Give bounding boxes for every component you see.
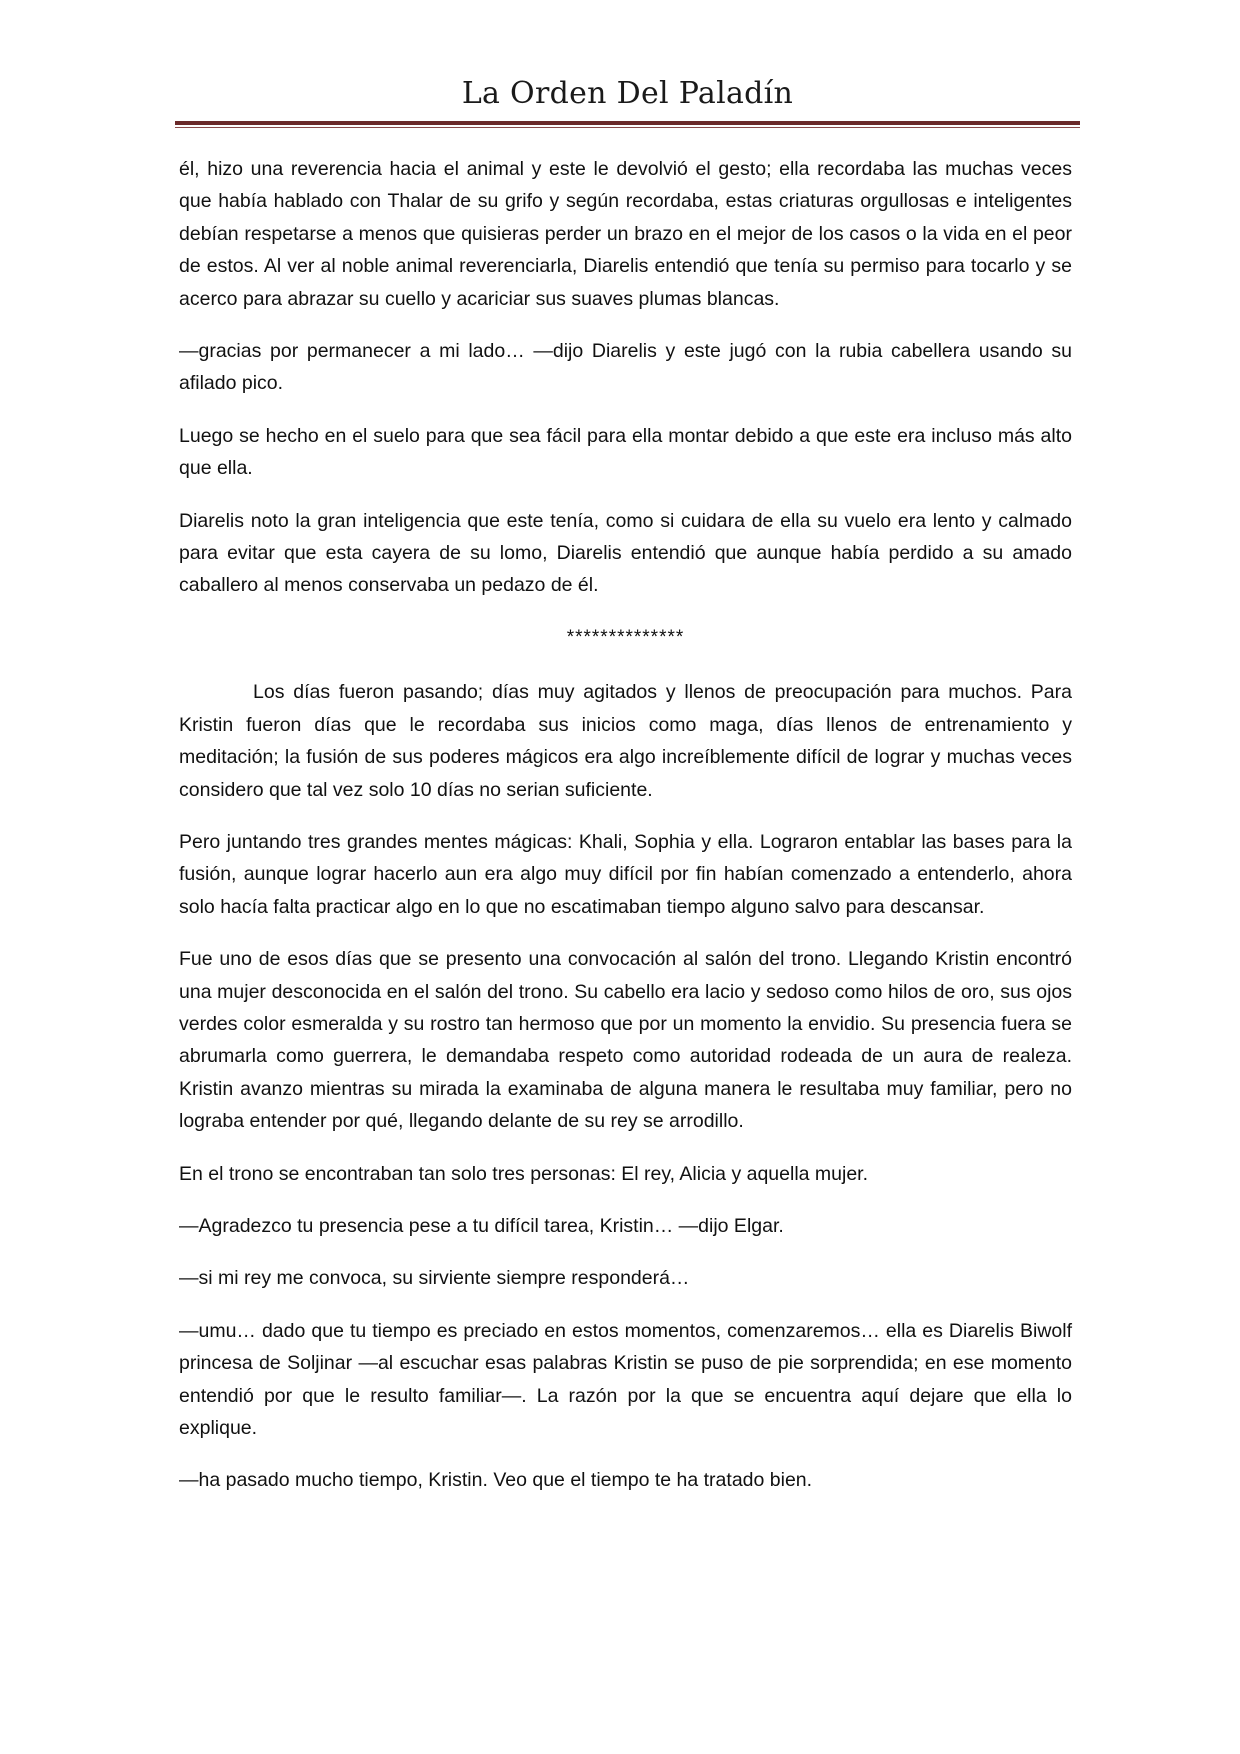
page-header — [175, 74, 1080, 128]
paragraph: En el trono se encontraban tan solo tres personas: El rey, Alicia y aquella mujer. — [179, 1162, 869, 1185]
paragraph: él, hizo una reverencia hacia el animal y este le devolvió el gesto; ella recordaba las muchas veces que había hablado con Thalar de su grifo y según recordaba, estas criaturas orgullosas e inteligentes debían respetarse a menos que quisieras perder un brazo en el mejor de los casos o la vida en el peor de estos. Al ver al noble animal reverenciarla, Diarelis entendió que tenía su permiso para tocarlo y se acerco para abrazar su cuello y acariciar sus suaves plumas blancas. — [179, 158, 1072, 310]
header-divider — [175, 121, 1080, 125]
paragraph: Los días fueron pasando; días muy agitados y llenos de preocupación para muchos. Para Kristin fueron días que le recordaba sus inicios como maga, días llenos de entrenamiento y meditación; la fusión de sus poderes mágicos era algo increíblemente difícil de lograr y muchas veces considero que tal vez solo 10 días no serian suficiente. — [179, 681, 1072, 801]
paragraph: —ha pasado mucho tiempo, Kristin. Veo que el tiempo te ha tratado bien. — [179, 1469, 813, 1492]
paragraph: —si mi rey me convoca, su sirviente siempre responderá… — [179, 1267, 690, 1290]
paragraph: Diarelis noto la gran inteligencia que este tenía, como si cuidara de ella su vuelo era lento y calmado para evitar que esta cayera de su lomo, Diarelis entendió que aunque había perdido a su amado caballero al menos conservaba un pedazo de él. — [179, 509, 1072, 597]
page-title: La Orden Del Paladín — [461, 76, 794, 111]
paragraph: —Agradezco tu presencia pese a tu difícil tarea, Kristin… —dijo Elgar. — [179, 1214, 784, 1237]
section-separator: ************** — [566, 626, 685, 648]
paragraph: —umu… dado que tu tiempo es preciado en estos momentos, comenzaremos… ella es Diarelis Biwolf princesa de Soljinar —al escuchar esas palabras Kristin se puso de pie sorprendida; en ese momento entendió por que le resulto familiar—. La razón por la que se encuentra aquí dejare que ella lo explique. — [179, 1319, 1072, 1439]
paragraph: Pero juntando tres grandes mentes mágicas: Khali, Sophia y ella. Lograron entablar las bases para la fusión, aunque lograr hacerlo aun era algo muy difícil por fin habían comenzado a entenderlo, ahora solo hacía falta practicar algo en lo que no escatimaban tiempo alguno salvo para descansar. — [179, 830, 1072, 918]
document-body — [179, 153, 1072, 1517]
header-divider-thin — [175, 127, 1080, 128]
paragraph: Fue uno de esos días que se presento una convocación al salón del trono. Llegando Kristin encontró una mujer desconocida en el salón del trono. Su cabello era lacio y sedoso como hilos de oro, sus ojos verdes color esmeralda y su rostro tan hermoso que por un momento la envidio. Su presencia fuera se abrumarla como guerrera, le demandaba respeto como autoridad rodeada de un aura de realeza. Kristin avanzo mientras su mirada la examinaba de alguna manera le resultaba muy familiar, pero no lograba entender por qué, llegando delante de su rey se arrodillo. — [179, 948, 1072, 1133]
paragraph: —gracias por permanecer a mi lado… —dijo Diarelis y este jugó con la rubia cabellera usando su afilado pico. — [179, 340, 1072, 395]
paragraph: Luego se hecho en el suelo para que sea fácil para ella montar debido a que este era incluso más alto que ella. — [179, 424, 1072, 480]
